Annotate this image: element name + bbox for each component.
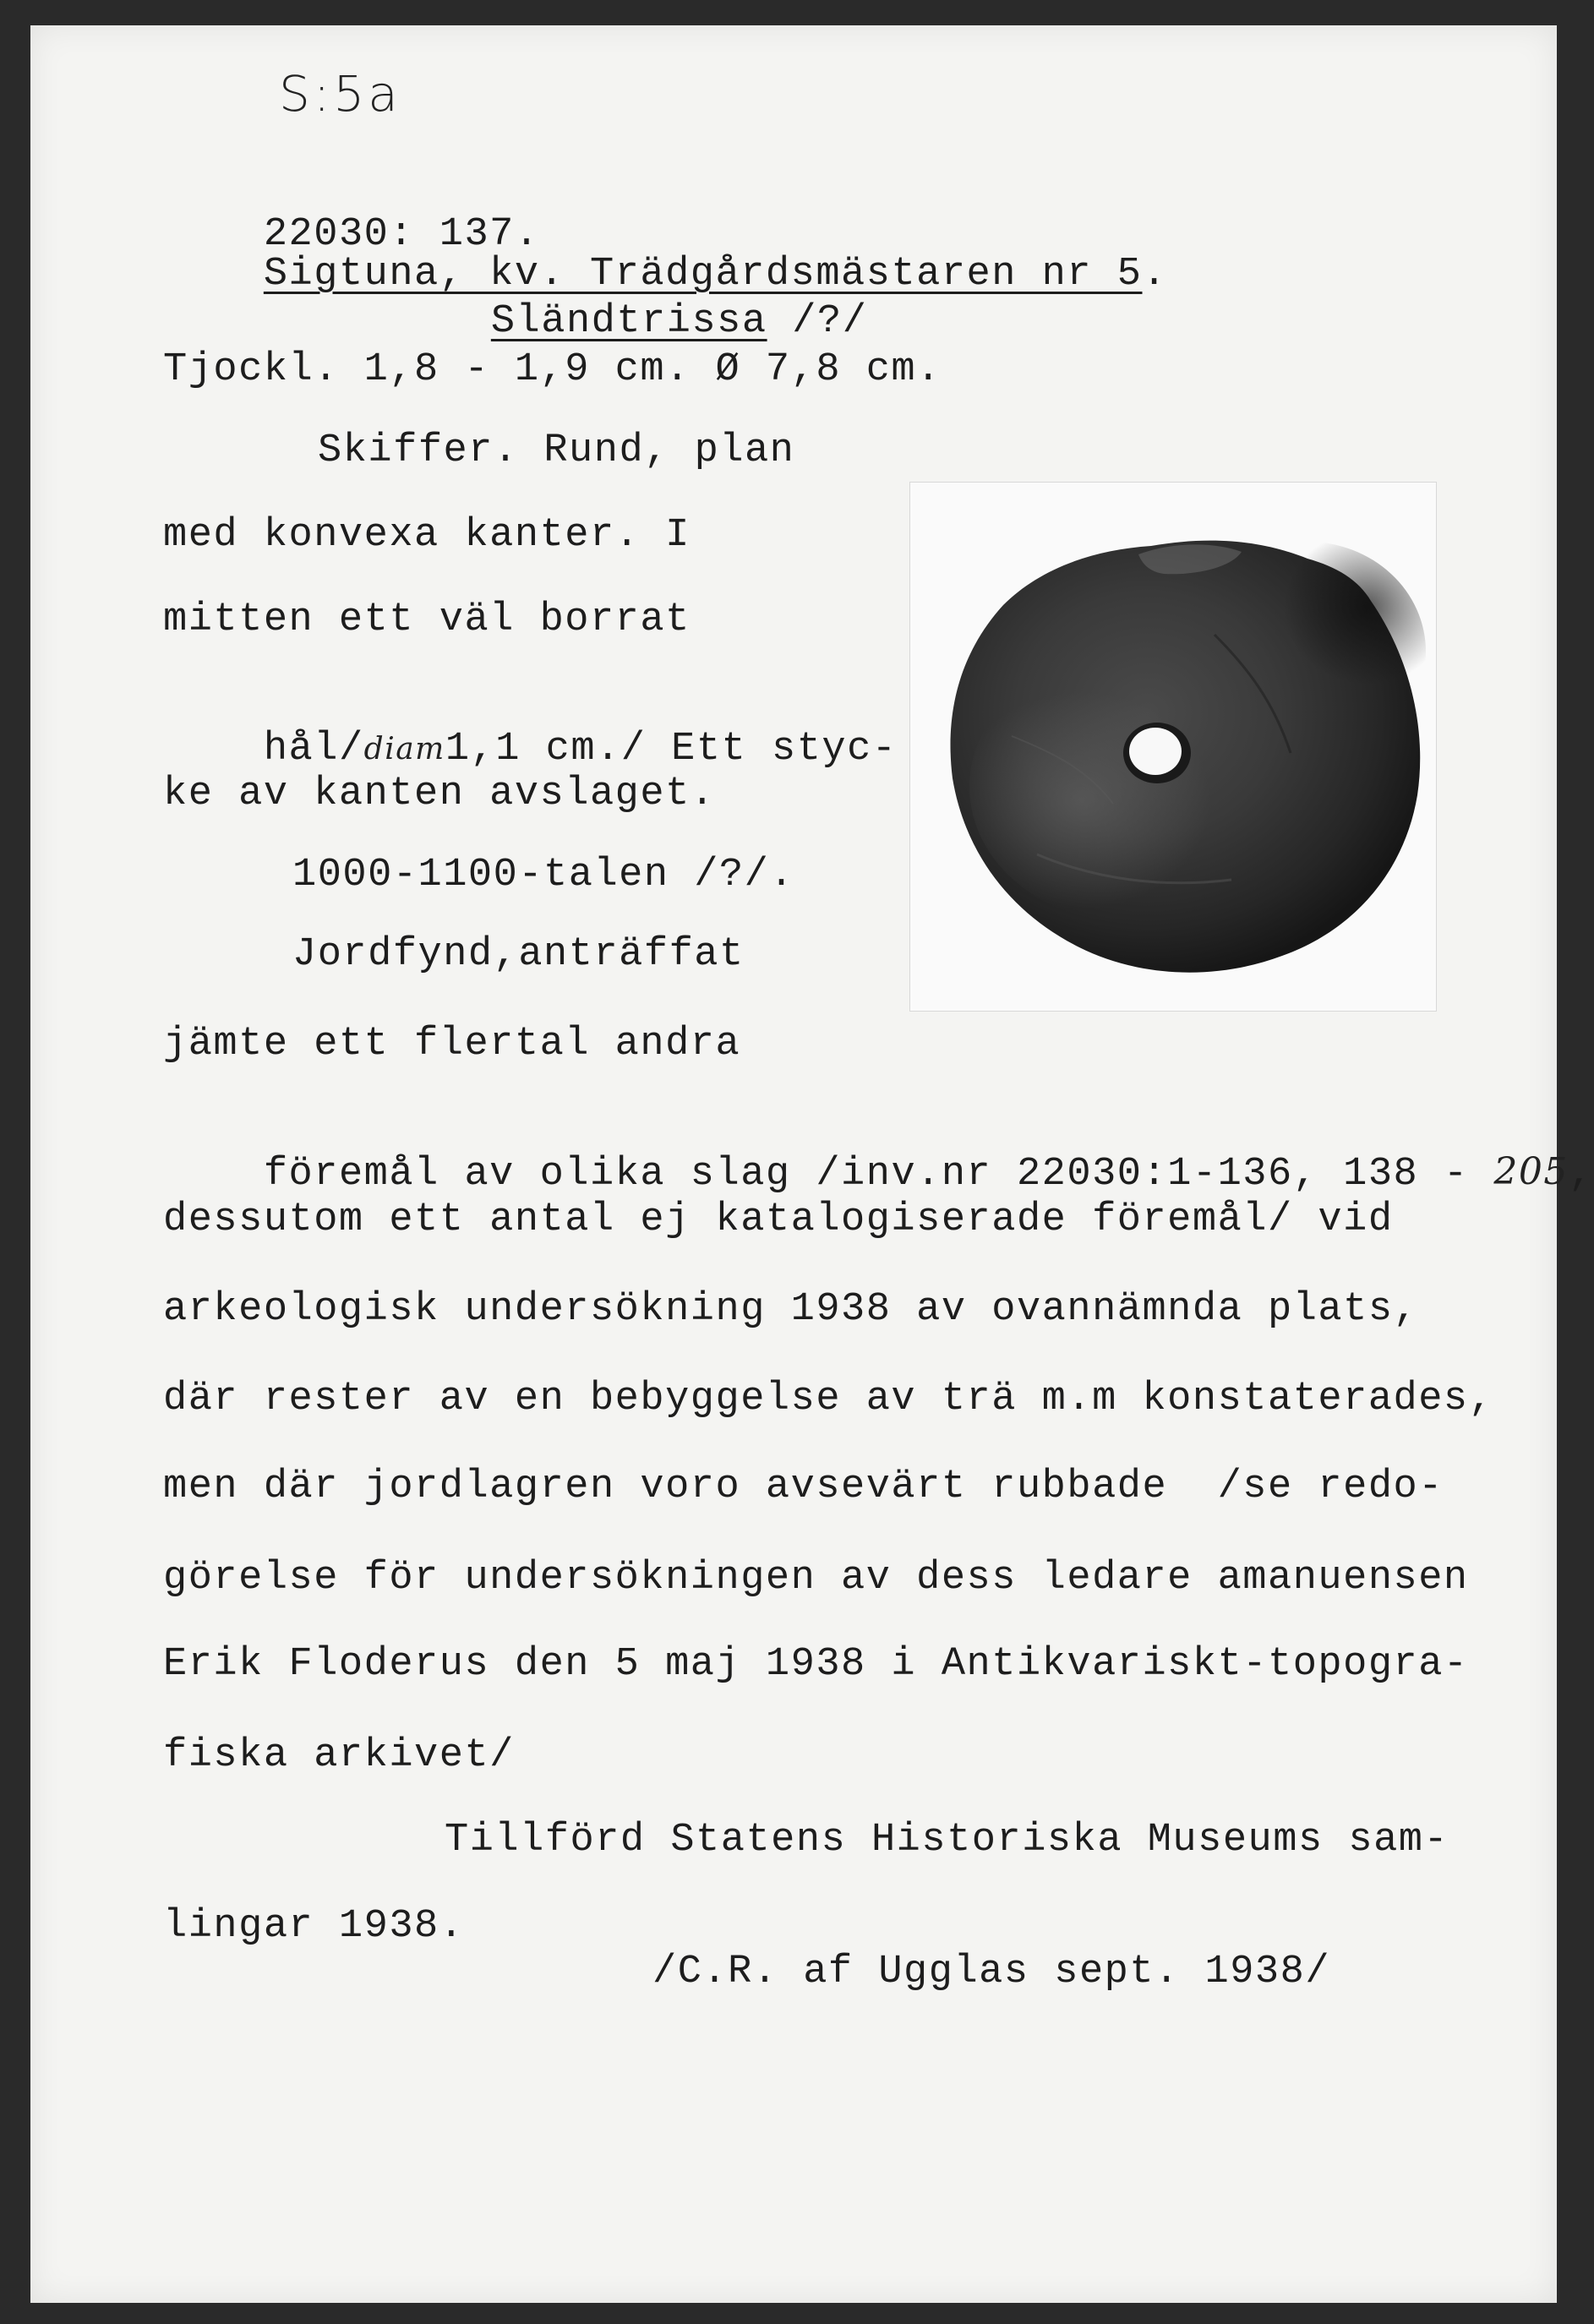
dating-line: 1000-1100-talen /?/. [292, 853, 795, 897]
find-line-8: görelse för undersökningen av dess ledare amanuensen [163, 1556, 1469, 1601]
catalogue-header: 22030: 137. Sigtuna, kv. Trädgårdsmästaren nr 5. [263, 212, 1168, 297]
handwritten-diam: diam [363, 732, 445, 766]
find-line-10: fiska arkivet/ [163, 1733, 515, 1778]
find-line-5: arkeologisk undersökning 1938 av ovannämnda plats, [163, 1287, 1419, 1332]
find-line-3: föremål av olika slag /inv.nr 22030:1-136, 138 - 205, [263, 1150, 1594, 1197]
signature-line: /C.R. af Ugglas sept. 1938/ [652, 1950, 1331, 1994]
find-line-9: Erik Floderus den 5 maj 1938 i Antikvariskt-topogra- [163, 1642, 1469, 1687]
catalogue-card [30, 25, 1594, 2303]
central-hole [1129, 728, 1182, 775]
description-line-2: med konvexa kanter. I [163, 513, 691, 558]
inventory-number: 22030: 137. [263, 212, 540, 257]
find-line-2: jämte ett flertal andra [163, 1022, 741, 1067]
find-line-1: Jordfynd,anträffat [292, 932, 745, 977]
find-location: Sigtuna, kv. Trädgårdsmästaren nr 5 [263, 252, 1143, 297]
find-line-6: där rester av en bebyggelse av trä m.m konstaterades, [163, 1377, 1494, 1421]
spindle-whorl-image [910, 483, 1436, 1011]
find-line-4: dessutom ett antal ej katalogiserade föremål/ vid [163, 1197, 1394, 1242]
description-line-4: hål/diam1,1 cm./ Ett styc- [263, 727, 898, 772]
description-line-1: Skiffer. Rund, plan [318, 428, 795, 473]
object-photograph [909, 482, 1437, 1012]
description-line-3: mitten ett väl borrat [163, 597, 691, 642]
description-line-5: ke av kanten avslaget. [163, 772, 716, 816]
find-line-7: men där jordlagren voro avsevärt rubbade /se redo- [163, 1465, 1444, 1509]
object-qualifier: /?/ [767, 299, 868, 344]
acquisition-line-1: Tillförd Statens Historiska Museums sam- [445, 1818, 1449, 1863]
acquisition-line-2: lingar 1938. [163, 1904, 465, 1949]
object-name: Sländtrissa [490, 299, 767, 344]
dimensions-line: Tjockl. 1,8 - 1,9 cm. Ø 7,8 cm. [163, 347, 942, 392]
handwritten-205: 205 [1493, 1150, 1569, 1193]
handwritten-reference: S:5a [279, 65, 401, 123]
